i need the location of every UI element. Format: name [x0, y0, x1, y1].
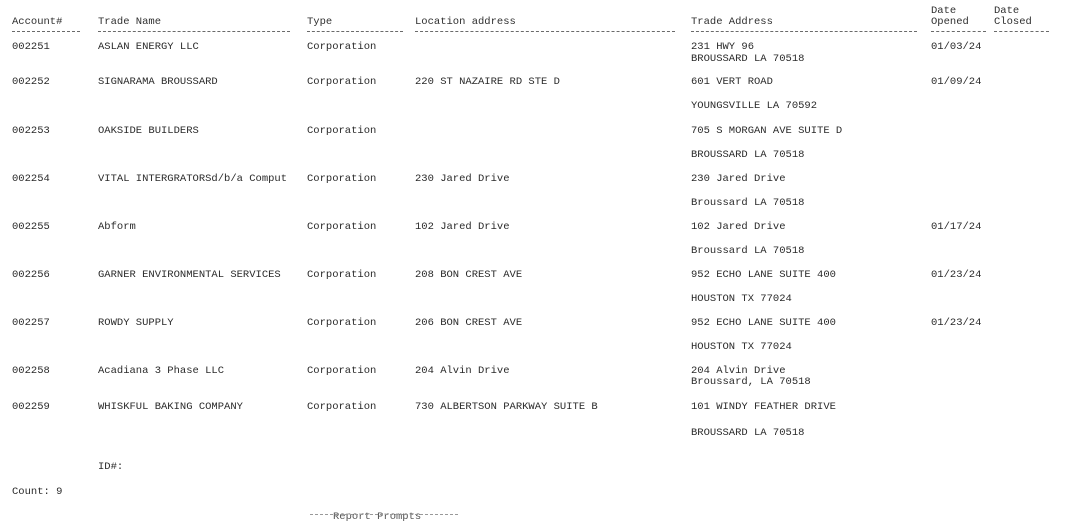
row-5-addr2: HOUSTON TX 77024 [691, 293, 792, 305]
row-8-location: 730 ALBERTSON PARKWAY SUITE B [415, 401, 598, 413]
row-0-addr2: BROUSSARD LA 70518 [691, 53, 805, 65]
row-0-type: Corporation [307, 41, 377, 53]
row-2-addr1: 705 S MORGAN AVE SUITE D [691, 125, 843, 137]
row-1-opened: 01/09/24 [931, 76, 982, 88]
row-3-location: 230 Jared Drive [415, 173, 510, 185]
row-8-name: WHISKFUL BAKING COMPANY [98, 401, 243, 413]
row-8-account: 002259 [12, 401, 50, 413]
row-5-name: GARNER ENVIRONMENTAL SERVICES [98, 269, 281, 281]
row-3-addr2: Broussard LA 70518 [691, 197, 805, 209]
row-6-opened: 01/23/24 [931, 317, 982, 329]
report-prompts-label: Report Prompts [333, 511, 422, 523]
row-7-account: 002258 [12, 365, 50, 377]
row-2-name: OAKSIDE BUILDERS [98, 125, 199, 137]
row-5-addr1: 952 ECHO LANE SUITE 400 [691, 269, 836, 281]
count-label: Count: 9 [12, 486, 63, 498]
row-0-account: 002251 [12, 41, 50, 53]
row-4-name: Abform [98, 221, 136, 233]
row-1-addr2: YOUNGSVILLE LA 70592 [691, 100, 818, 112]
row-7-location: 204 Alvin Drive [415, 365, 510, 377]
header-trade-address: Trade Address [691, 16, 773, 28]
header-location: Location address [415, 16, 516, 28]
row-6-location: 206 BON CREST AVE [415, 317, 523, 329]
row-3-name: VITAL INTERGRATORSd/b/a Comput [98, 173, 288, 185]
row-1-type: Corporation [307, 76, 377, 88]
row-3-type: Corporation [307, 173, 377, 185]
row-7-name: Acadiana 3 Phase LLC [98, 365, 225, 377]
header-rule-account [12, 31, 80, 32]
row-6-account: 002257 [12, 317, 50, 329]
row-3-account: 002254 [12, 173, 50, 185]
header-type: Type [307, 16, 333, 28]
row-4-opened: 01/17/24 [931, 221, 982, 233]
header-date-opened-1: Date [931, 5, 957, 17]
row-4-type: Corporation [307, 221, 377, 233]
header-trade-name: Trade Name [98, 16, 162, 28]
row-2-type: Corporation [307, 125, 377, 137]
row-0-opened: 01/03/24 [931, 41, 982, 53]
row-5-account: 002256 [12, 269, 50, 281]
row-4-account: 002255 [12, 221, 50, 233]
report-prompts-rule [310, 514, 458, 515]
row-2-account: 002253 [12, 125, 50, 137]
header-rule-trade-address [691, 31, 917, 32]
row-4-location: 102 Jared Drive [415, 221, 510, 233]
row-4-addr2: Broussard LA 70518 [691, 245, 805, 257]
row-2-addr2: BROUSSARD LA 70518 [691, 149, 805, 161]
id-label: ID#: [98, 461, 124, 473]
row-5-location: 208 BON CREST AVE [415, 269, 523, 281]
row-0-name: ASLAN ENERGY LLC [98, 41, 199, 53]
row-6-type: Corporation [307, 317, 377, 329]
header-rule-date-closed [994, 31, 1049, 32]
header-rule-date-opened [931, 31, 986, 32]
header-rule-trade-name [98, 31, 290, 32]
header-rule-type [307, 31, 403, 32]
row-7-type: Corporation [307, 365, 377, 377]
row-1-account: 002252 [12, 76, 50, 88]
header-account: Account# [12, 16, 63, 28]
row-1-name: SIGNARAMA BROUSSARD [98, 76, 218, 88]
row-7-addr2: Broussard, LA 70518 [691, 376, 811, 388]
row-0-addr1: 231 HWY 96 [691, 41, 755, 53]
header-rule-location [415, 31, 675, 32]
row-3-addr1: 230 Jared Drive [691, 173, 786, 185]
row-6-addr2: HOUSTON TX 77024 [691, 341, 792, 353]
row-8-addr1: 101 WINDY FEATHER DRIVE [691, 401, 836, 413]
row-5-opened: 01/23/24 [931, 269, 982, 281]
header-date-opened-2: Opened [931, 16, 969, 28]
header-date-closed-1: Date [994, 5, 1020, 17]
row-8-addr2: BROUSSARD LA 70518 [691, 427, 805, 439]
row-6-name: ROWDY SUPPLY [98, 317, 174, 329]
row-7-addr1: 204 Alvin Drive [691, 365, 786, 377]
row-1-addr1: 601 VERT ROAD [691, 76, 773, 88]
row-1-location: 220 ST NAZAIRE RD STE D [415, 76, 560, 88]
row-4-addr1: 102 Jared Drive [691, 221, 786, 233]
row-8-type: Corporation [307, 401, 377, 413]
row-6-addr1: 952 ECHO LANE SUITE 400 [691, 317, 836, 329]
row-5-type: Corporation [307, 269, 377, 281]
header-date-closed-2: Closed [994, 16, 1032, 28]
